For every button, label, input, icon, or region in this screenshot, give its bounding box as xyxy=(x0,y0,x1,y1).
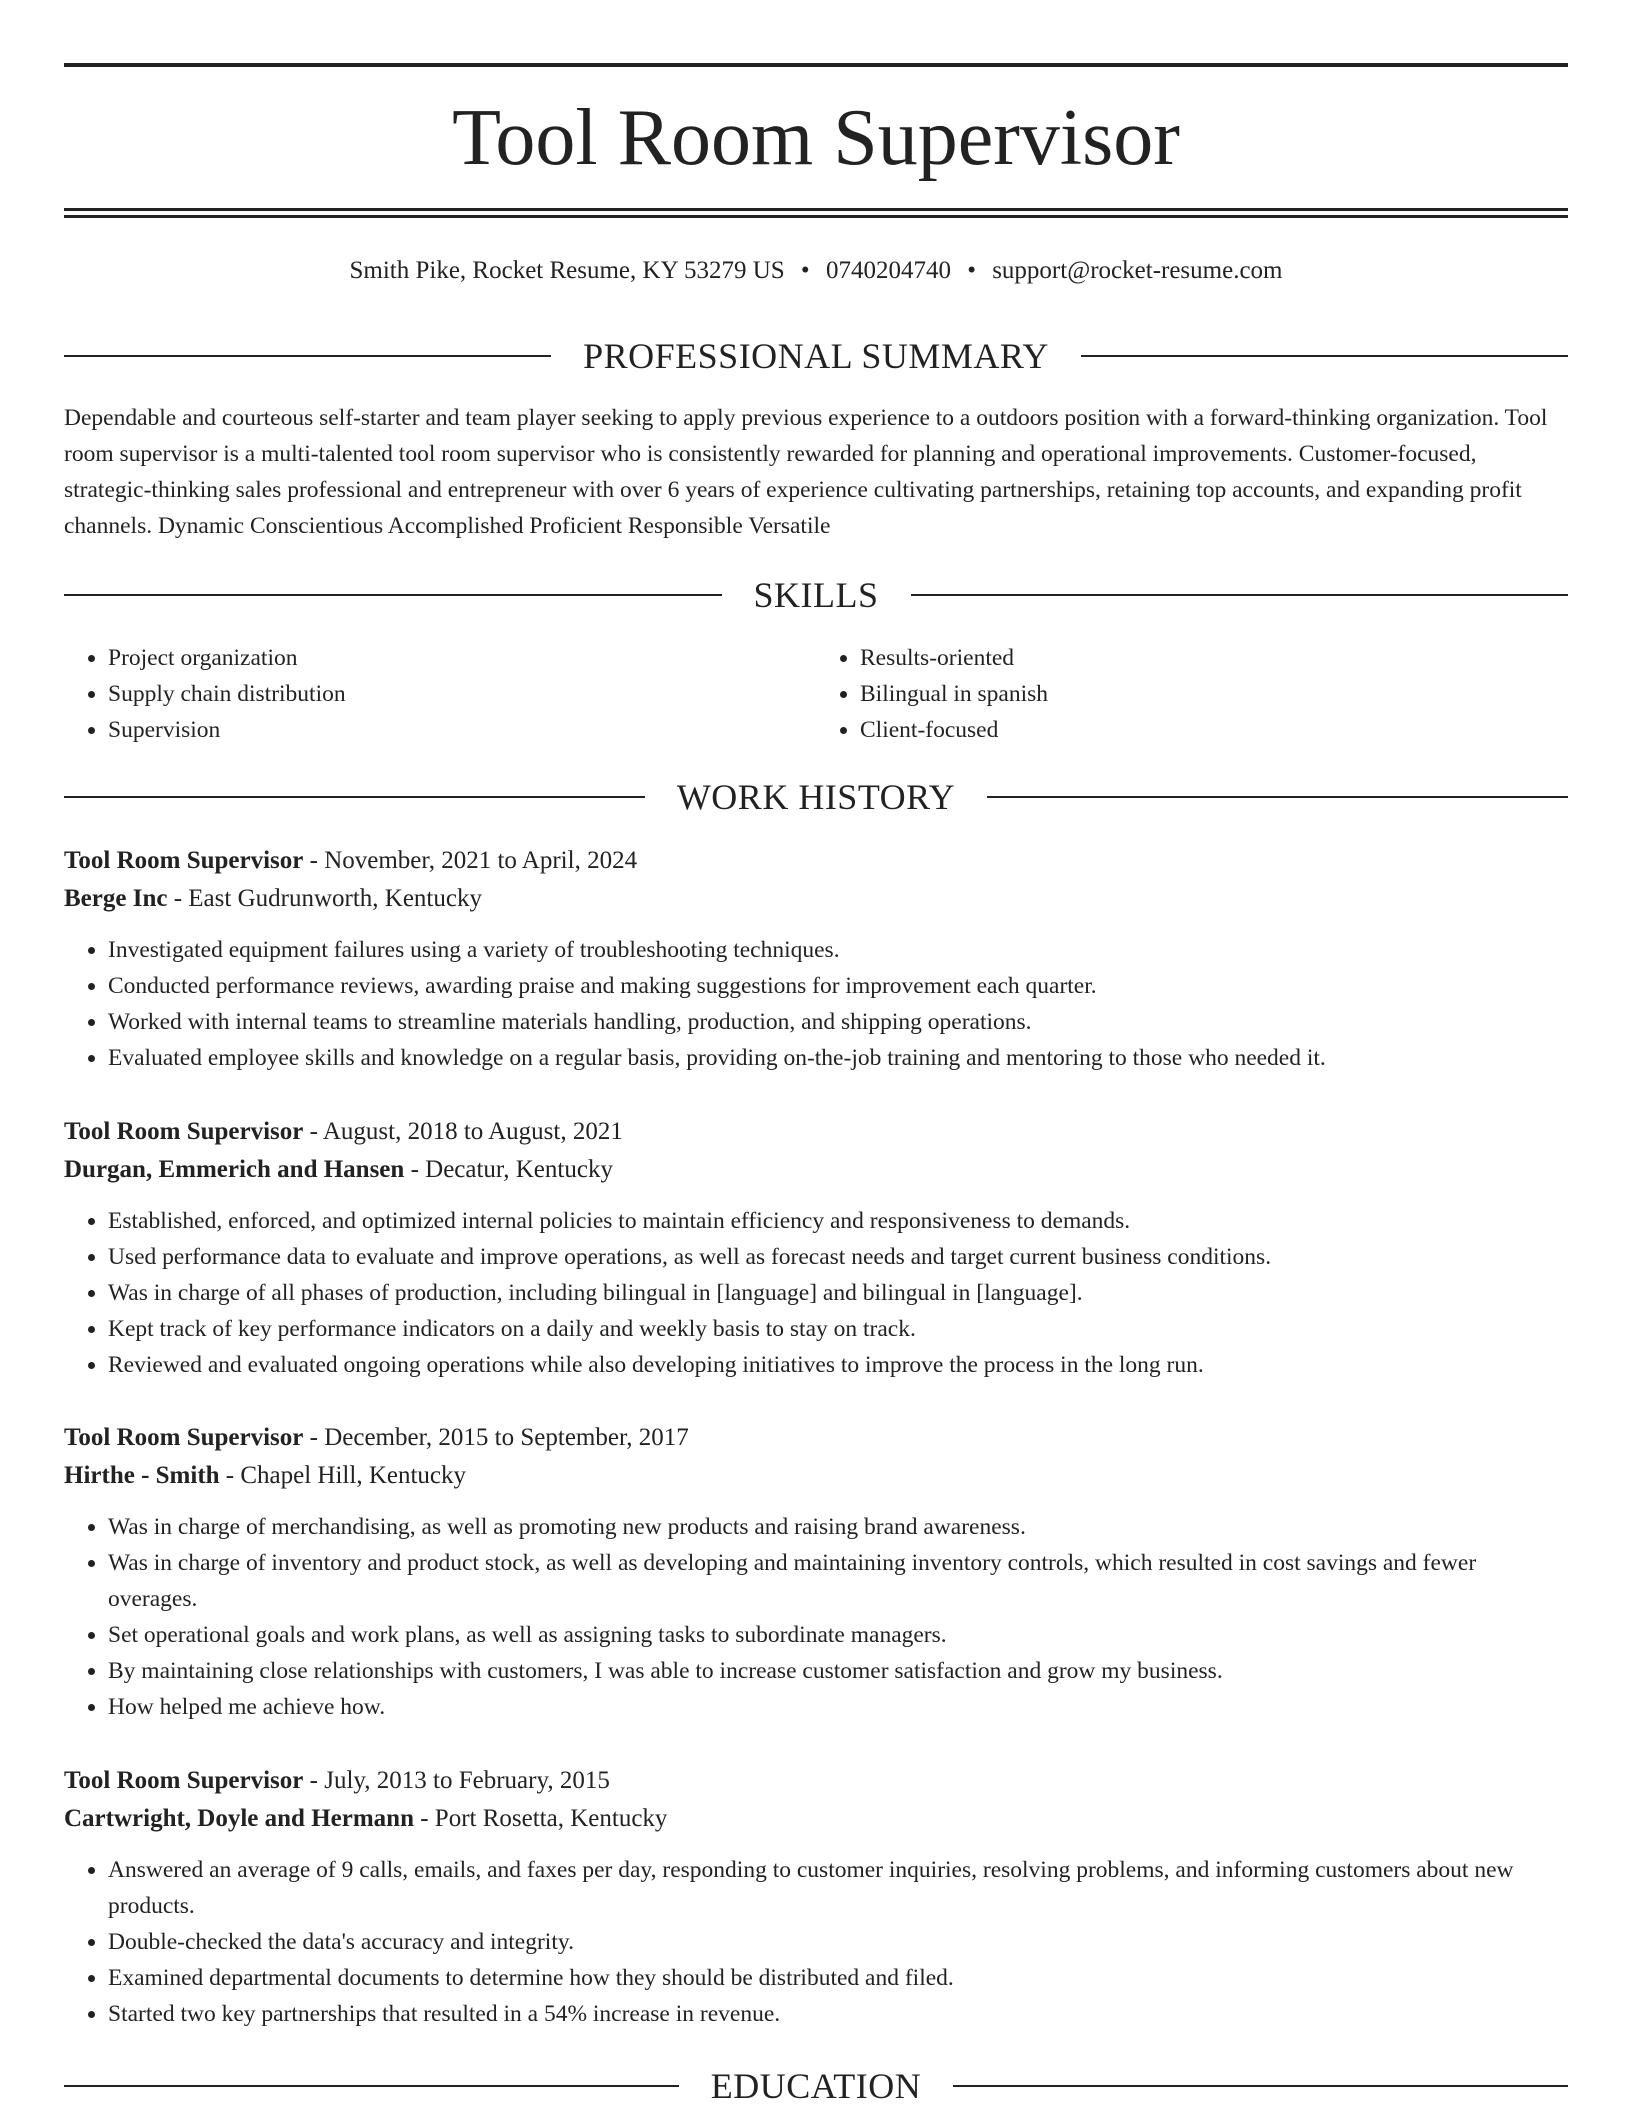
skills-column-right xyxy=(816,640,1568,748)
job-company: Durgan, Emmerich and Hansen xyxy=(64,1156,405,1183)
summary-text: Dependable and courteous self-starter and team player seeking to apply previous experience to a outdoors position with a forward-thinking organization. Tool room supervisor is a multi-talented tool room supervisor who is consistently rewarded for planning and operational improvements. Customer-focused, strategic-thinking sales professional and entrepreneur with over 6 years of experience cultivating partnerships, retaining top accounts, and expanding profit channels. Dynamic Conscientious Accomplished Proficient Responsible Versatile xyxy=(64,405,1548,539)
job-bullet: • Set operational goals and work plans, as well as assigning tasks to subordinate managers. xyxy=(108,1617,1568,1653)
job-entry xyxy=(64,1113,1568,1383)
skill-item: • Bilingual in spanish xyxy=(860,676,1568,712)
heading-rule xyxy=(64,796,645,798)
job-location: - Chapel Hill, Kentucky xyxy=(219,1462,467,1489)
heading-rule xyxy=(953,2085,1568,2087)
job-bullets xyxy=(64,1852,1568,2032)
job-bullet: • Was in charge of inventory and product stock, as well as developing and maintaining inventory controls, which resulted in cost savings and fewer overages. xyxy=(108,1545,1568,1617)
skill-item: • Project organization xyxy=(108,640,816,676)
job-bullet: • Worked with internal teams to streamline materials handling, production, and shipping operations. xyxy=(108,1004,1568,1040)
job-bullet: • Was in charge of merchandising, as well as promoting new products and raising brand awareness. xyxy=(108,1509,1568,1545)
skills-title: SKILLS xyxy=(753,575,879,615)
job-entry xyxy=(64,842,1568,1076)
job-bullet: • Kept track of key performance indicators on a daily and weekly basis to stay on track. xyxy=(108,1311,1568,1347)
job-bullet: • Evaluated employee skills and knowledge on a regular basis, providing on-the-job training and mentoring to those who needed it. xyxy=(108,1040,1568,1076)
heading-rule xyxy=(1081,355,1568,357)
job-company: Cartwright, Doyle and Hermann xyxy=(64,1805,414,1832)
contact-separator: • xyxy=(800,257,810,284)
job-bullet: • Conducted performance reviews, awarding praise and making suggestions for improvement each quarter. xyxy=(108,968,1568,1004)
job-title: Tool Room Supervisor xyxy=(64,1118,304,1145)
job-dates: - August, 2018 to August, 2021 xyxy=(303,1118,623,1145)
summary-title: PROFESSIONAL SUMMARY xyxy=(583,336,1049,376)
job-company: Berge Inc xyxy=(64,885,168,912)
double-rule xyxy=(64,208,1568,218)
job-bullet: • Reviewed and evaluated ongoing operations while also developing initiatives to improve the process in the long run. xyxy=(108,1347,1568,1383)
skill-item: • Client-focused xyxy=(860,712,1568,748)
top-rule xyxy=(64,63,1568,67)
work-history-heading xyxy=(64,777,1568,817)
education-heading xyxy=(64,2066,1568,2106)
contact-address: Smith Pike, Rocket Resume, KY 53279 US xyxy=(349,257,785,284)
skills-column-left xyxy=(64,640,816,748)
skill-item: • Supply chain distribution xyxy=(108,676,816,712)
job-dates: - November, 2021 to April, 2024 xyxy=(303,847,638,874)
job-bullet: • Started two key partnerships that resulted in a 54% increase in revenue. xyxy=(108,1996,1568,2032)
job-location: - Decatur, Kentucky xyxy=(404,1156,613,1183)
heading-rule xyxy=(911,594,1569,596)
job-location: - Port Rosetta, Kentucky xyxy=(413,1805,668,1832)
job-bullet: • How helped me achieve how. xyxy=(108,1689,1568,1725)
work-history-title: WORK HISTORY xyxy=(676,777,956,817)
heading-rule xyxy=(987,796,1568,798)
job-entry xyxy=(64,1762,1568,2032)
summary-heading xyxy=(64,336,1568,376)
contact-line xyxy=(64,254,1568,288)
education-title: EDUCATION xyxy=(710,2066,922,2106)
job-bullets xyxy=(64,1203,1568,1383)
skill-item: • Results-oriented xyxy=(860,640,1568,676)
contact-email: support@rocket-resume.com xyxy=(992,257,1283,284)
heading-rule xyxy=(64,355,551,357)
job-bullet: • Double-checked the data's accuracy and integrity. xyxy=(108,1924,1568,1960)
contact-separator: • xyxy=(967,257,976,284)
job-title: Tool Room Supervisor xyxy=(64,847,304,874)
job-title: Tool Room Supervisor xyxy=(64,1424,304,1451)
skill-item: • Supervision xyxy=(108,712,816,748)
job-bullet: • Established, enforced, and optimized internal policies to maintain efficiency and responsiveness to demands. xyxy=(108,1203,1568,1239)
job-bullet: • Answered an average of 9 calls, emails, and faxes per day, responding to customer inquiries, resolving problems, and informing customers about new products. xyxy=(108,1852,1568,1924)
job-bullet: • Was in charge of all phases of production, including bilingual in [language] and bilingual in [language]. xyxy=(108,1275,1568,1311)
job-dates: - December, 2015 to September, 2017 xyxy=(303,1424,689,1451)
job-bullets xyxy=(64,1509,1568,1725)
job-bullet: • Examined departmental documents to determine how they should be distributed and filed. xyxy=(108,1960,1568,1996)
job-location: - East Gudrunworth, Kentucky xyxy=(167,885,482,912)
job-title: Tool Room Supervisor xyxy=(64,1767,304,1794)
job-bullet: • Investigated equipment failures using a variety of troubleshooting techniques. xyxy=(108,932,1568,968)
job-company: Hirthe - Smith xyxy=(64,1462,220,1489)
skills-list xyxy=(64,640,1568,748)
job-bullet: • By maintaining close relationships with customers, I was able to increase customer satisfaction and grow my business. xyxy=(108,1653,1568,1689)
job-entry xyxy=(64,1419,1568,1725)
resume-title: Tool Room Supervisor xyxy=(452,94,1180,182)
heading-rule xyxy=(64,594,722,596)
job-bullets xyxy=(64,932,1568,1076)
heading-rule xyxy=(64,2085,679,2087)
job-bullet: • Used performance data to evaluate and improve operations, as well as forecast needs and target current business conditions. xyxy=(108,1239,1568,1275)
skills-heading xyxy=(64,575,1568,615)
contact-phone: 0740204740 xyxy=(825,257,951,284)
job-dates: - July, 2013 to February, 2015 xyxy=(303,1767,610,1794)
